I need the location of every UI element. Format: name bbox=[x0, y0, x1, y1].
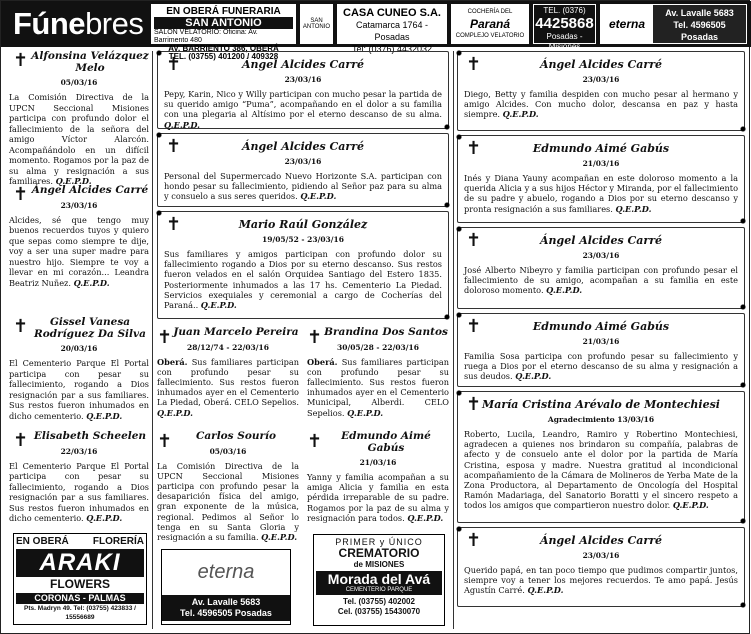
cross-icon: ✝ bbox=[166, 54, 182, 75]
column-divider bbox=[152, 51, 153, 629]
obituary-entry bbox=[157, 327, 299, 431]
text-l4s: CEMENTERIO PARQUE bbox=[345, 587, 413, 593]
column-middle bbox=[157, 51, 449, 323]
text-line3: Tel: (0376) 4432032 bbox=[351, 44, 433, 54]
cross-icon: ✝ bbox=[13, 430, 29, 451]
text-phone: Pts. Madryn 49. Tel: (03755) 423833 / 15556689 bbox=[24, 605, 136, 621]
column-left bbox=[9, 51, 149, 539]
text-line1: TEL. (0376) bbox=[543, 6, 586, 15]
text-address: Av. Lavalle 5683 bbox=[191, 597, 261, 607]
cross-icon: ✝ bbox=[466, 138, 482, 159]
deceased-name: Ángel Alcides Carré bbox=[241, 58, 364, 71]
text-line2: 4425868 bbox=[535, 15, 594, 32]
text-line1: EN OBERÁ FUNERARIA bbox=[166, 6, 281, 17]
cross-icon: ✝ bbox=[307, 327, 323, 348]
text-l3: de MISIONES bbox=[353, 560, 405, 569]
obituary-entry bbox=[9, 431, 149, 535]
qepd-tag: Q.E.P.D. bbox=[200, 300, 237, 311]
obituary-date: 22/03/16 bbox=[60, 446, 98, 456]
subcolumn-right bbox=[307, 327, 449, 542]
text-line5: TEL. (03755) 401200 / 409328 bbox=[168, 52, 279, 61]
obituary-date: 20/03/16 bbox=[60, 344, 98, 353]
column-divider bbox=[453, 51, 454, 629]
text-lead: Oberá. bbox=[307, 356, 338, 367]
eterna-logo: eterna bbox=[608, 17, 646, 31]
obituary-date: Agradecimiento 13/03/16 bbox=[547, 415, 655, 424]
obituary-date: 23/03/16 bbox=[60, 200, 98, 210]
text-line2: SAN ANTONIO bbox=[154, 17, 293, 29]
subcolumn-left bbox=[157, 327, 299, 542]
text-line3: COMPLEJO VELATORIO bbox=[455, 33, 525, 39]
obituary-box bbox=[457, 135, 745, 223]
column-right bbox=[457, 51, 745, 611]
deceased-name: Edmundo Aimé Gabús bbox=[341, 430, 431, 454]
obituary-text: Sus familiares participan con profundo pesar su fallecimiento. Sus restos fueron inhumados ayer en el Cementerio Municipal, Alberdi. CELO Sepelios. bbox=[307, 356, 449, 418]
ad-cocheria-parana bbox=[451, 4, 529, 44]
cross-icon: ✝ bbox=[157, 431, 173, 452]
qepd-tag: Q.E.P.D. bbox=[261, 531, 298, 542]
qepd-tag: Q.E.P.D. bbox=[546, 285, 583, 296]
section-logo bbox=[1, 1, 147, 47]
obituary-entry bbox=[307, 431, 449, 523]
middle-subcolumns bbox=[157, 327, 449, 542]
qepd-tag: Q.E.P.D. bbox=[347, 407, 384, 418]
deceased-name: Ángel Alcides Carré bbox=[539, 534, 662, 547]
cross-icon: ✝ bbox=[466, 316, 482, 337]
text-line1: Av. Lavalle 5683 bbox=[665, 8, 734, 18]
deceased-name: Alfonsina Velázquez Melo bbox=[31, 50, 149, 74]
qepd-tag: Q.E.P.D. bbox=[407, 512, 444, 523]
obituary-text: Familia Sosa participa con profundo pesar su fallecimiento y ruega a Dios por el eterno descanso de su alma y resignación a sus deudos. bbox=[464, 351, 738, 382]
obituary-date: 21/03/16 bbox=[359, 458, 397, 467]
deceased-name: María Cristina Arévalo de Montechiesi bbox=[482, 398, 720, 411]
qepd-tag: Q.E.P.D. bbox=[55, 176, 92, 186]
obituary-box bbox=[457, 227, 745, 309]
cross-icon: ✝ bbox=[13, 316, 29, 337]
deceased-name: Ángel Alcides Carré bbox=[539, 234, 662, 247]
obituary-text: Alcides, sé que tengo muy buenos recuerdos tuyos y quiero que sepas como siempre te dije, voy a ser una super madre para nuestro hijo. Siempre te voy a llevar en mi corazón... Leandra Beatriz Nuñez. bbox=[9, 214, 149, 288]
deceased-name: Brandina Dos Santos bbox=[324, 326, 448, 338]
qepd-tag: Q.E.P.D. bbox=[672, 500, 709, 511]
obituary-date: 23/03/16 bbox=[284, 75, 322, 84]
obituary-text: Roberto, Lucila, Leandro, Ramiro y Robertino Montechiesi, agradecen a quienes nos brindaron su compañía, palabras de afecto y de consuelo ante el dolor por la partida de María Cristina, esposa y madre. Nuestra gratitud al incondicional acompañamiento de la Cámara de Molineros de Yerba Mate de la Zona Productora, al Departamento de Oncología del Hospital Ramón Madariaga, del Sanatorio Boratti y el sincero respeto a todos los amigos que compartieron nuestro dolor. bbox=[464, 429, 738, 511]
text-logo_light: bres bbox=[85, 6, 144, 41]
qepd-tag: Q.E.P.D. bbox=[515, 371, 552, 382]
obituary-date: 19/05/52 - 23/03/16 bbox=[262, 235, 344, 244]
text-lead: Oberá. bbox=[157, 356, 188, 367]
obituary-box bbox=[157, 211, 449, 319]
text-line3: Posadas - Misiones bbox=[546, 32, 583, 51]
deceased-name: Ángel Alcides Carré bbox=[539, 58, 662, 71]
text-line3: Posadas bbox=[680, 32, 719, 42]
text-type: FLORERÍA bbox=[92, 536, 144, 547]
ad-funeraria-san-antonio bbox=[151, 4, 296, 61]
obituary-entry bbox=[9, 50, 149, 186]
ad-casa-cuneo bbox=[337, 4, 447, 54]
ad-san-antonio-emblem bbox=[300, 4, 333, 44]
obituary-date: 23/03/16 bbox=[582, 75, 620, 84]
text-line2: Paraná bbox=[469, 17, 511, 31]
text-l5: Tel. (03755) 402002 bbox=[343, 597, 415, 606]
text-brand: ARAKI bbox=[16, 549, 144, 577]
qepd-tag: Q.E.P.D. bbox=[615, 203, 652, 214]
deceased-name: Gissel Vanesa Rodríguez Da Silva bbox=[34, 316, 146, 340]
text-l6: Cel. (03755) 15430070 bbox=[337, 607, 421, 616]
deceased-name: Carlos Sourío bbox=[196, 430, 276, 442]
qepd-tag: Q.E.P.D. bbox=[157, 407, 193, 418]
obituary-date: 23/03/16 bbox=[284, 157, 322, 166]
ad-floreria-araki bbox=[13, 533, 147, 625]
obituary-text: Inés y Diana Yauny acompañan en este doloroso momento a la querida Alicia y a sus hijos Héctor y Miranda, por el fallecimiento de su padre y abuelo, rogando a Dios por su eterno descanso y pronta resignación a sus familiares. bbox=[464, 173, 738, 214]
obituary-entry bbox=[157, 431, 299, 542]
cross-icon: ✝ bbox=[157, 327, 173, 348]
obituary-text: Personal del Supermercado Nuevo Horizonte S.A. participan con hondo pesar su fallecimiento, pidiendo al Señor paz para su alma y consuelo a sus seres queridos. bbox=[164, 171, 442, 202]
obituary-text: El Cementerio Parque El Portal participa con pesar su fallecimiento, rogando a Dios resignación par a sus familiares. Sus restos fueron inhumados en dicho cementerio. bbox=[9, 358, 149, 421]
obituary-date: 21/03/16 bbox=[582, 159, 620, 168]
obituary-date: 21/03/16 bbox=[582, 337, 620, 346]
header-bar bbox=[1, 1, 751, 61]
obituary-entry bbox=[307, 327, 449, 431]
deceased-name: Juan Marcelo Pereira bbox=[173, 326, 299, 338]
text-line4: AV. BARRIENTO 386, OBERÁ bbox=[168, 44, 279, 53]
ad-crematorio bbox=[313, 534, 445, 626]
obituary-entry bbox=[9, 317, 149, 427]
obituary-box bbox=[457, 391, 745, 523]
obituary-text: Sus familiares y amigos participan con profundo dolor su fallecimiento rogando a Dios por su eterno descanso. Sus restos fueron velados en el salón Orquidea Santiago del Estero 1835. Posteriormente inhumados a las 17 hs. Cementerio La Piedad. Servicios exequiales y ceremonial a cargo de Cocherías del Paraná.. bbox=[164, 249, 442, 311]
deceased-name: Mario Raúl González bbox=[238, 218, 368, 231]
obituary-text: Querido papá, en tan poco tiempo que pudimos compartir juntos, siempre voy a tener los mejores recuerdos. Te amo papá. Jesús Agustín Carré. bbox=[464, 565, 738, 596]
qepd-tag: Q.E.P.D. bbox=[86, 513, 123, 523]
obituary-text: Diego, Betty y familia despiden con mucho pesar al hermano y amigo Alcides. Con mucho dolor, descansa en paz y hasta siempre. bbox=[464, 89, 738, 120]
obituary-text: José Alberto Nibeyro y familia participan con profundo pesar el fallecimiento de su amigo, acompañan a su familia en este doloroso momento. bbox=[464, 265, 738, 296]
cross-icon: ✝ bbox=[466, 530, 482, 551]
qepd-tag: Q.E.P.D. bbox=[300, 191, 337, 202]
obituary-box bbox=[457, 51, 745, 131]
cross-icon: ✝ bbox=[13, 50, 29, 71]
text-line2: Catamarca 1764 - Posadas bbox=[355, 20, 429, 42]
deceased-name: Ángel Alcides Carré bbox=[241, 140, 364, 153]
text-phone: Tel. 4596505 Posadas bbox=[180, 608, 272, 618]
text-items: CORONAS - PALMAS bbox=[16, 593, 144, 604]
obituary-date: 23/03/16 bbox=[582, 251, 620, 260]
text-sub: FLOWERS bbox=[50, 577, 110, 591]
text-line2: Tel. 4596505 bbox=[673, 20, 726, 30]
obituary-text: La Comisión Directiva de la UPCN Seccional Misiones participa con profundo pesar la desaparición física del amigo, gran exponente de la música, regional. Pedimos al Señor lo tenga en su Santa Gloria y resignación a su familia. bbox=[157, 460, 299, 542]
deceased-name: Elisabeth Scheelen bbox=[33, 430, 147, 442]
ad-phone bbox=[533, 4, 596, 51]
deceased-name: Edmundo Aimé Gabús bbox=[532, 320, 670, 333]
qepd-tag: Q.E.P.D. bbox=[164, 119, 200, 130]
deceased-name: Ángel Alcides Carré bbox=[31, 184, 149, 196]
text-l1: PRIMER y ÚNICO bbox=[335, 537, 423, 547]
obituary-text: La Comisión Directiva de la UPCN Seccional Misiones participa con profundo dolor el fallecimiento de la señora del amigo Víctor Alarcón. Acompañándolo en un difícil momento. Rogamos por la paz de su alma y resignación a sus familiares. bbox=[9, 92, 149, 186]
obituary-text: Sus familiares participan con profundo pesar su fallecimiento. Sus restos fueron inhumados ayer en el Cementerio La Piedad, Oberá. CELO Sepelios. bbox=[157, 356, 299, 408]
cross-icon: ✝ bbox=[166, 214, 182, 235]
obituary-date: 05/03/16 bbox=[209, 446, 247, 456]
ad-eterna bbox=[600, 4, 747, 44]
text-city: EN OBERÁ bbox=[16, 536, 69, 547]
cross-icon: ✝ bbox=[307, 431, 323, 452]
obituary-box bbox=[157, 51, 449, 129]
text-line1: COCHERÍA DEL bbox=[467, 9, 513, 15]
text-line1: CASA CUNEO S.A. bbox=[343, 7, 441, 19]
obituary-entry bbox=[9, 185, 149, 313]
obituary-date: 28/12/74 - 22/03/16 bbox=[187, 342, 269, 352]
deceased-name: Edmundo Aimé Gabús bbox=[532, 142, 670, 155]
obituary-date: 05/03/16 bbox=[60, 78, 98, 87]
obituary-box bbox=[457, 313, 745, 387]
cross-icon: ✝ bbox=[166, 136, 182, 157]
obituary-box bbox=[157, 133, 449, 207]
obituary-date: 30/05/28 - 22/03/16 bbox=[337, 342, 419, 352]
eterna-logo: eterna bbox=[197, 561, 255, 583]
qepd-tag: Q.E.P.D. bbox=[73, 277, 110, 288]
obituary-date: 23/03/16 bbox=[582, 551, 620, 560]
cross-icon: ✝ bbox=[13, 184, 29, 205]
qepd-tag: Q.E.P.D. bbox=[502, 109, 539, 120]
qepd-tag: Q.E.P.D. bbox=[527, 585, 564, 596]
obituary-text: El Cementerio Parque El Portal participa con pesar su fallecimiento, rogando a Dios resignación par a sus familiares. Sus restos fueron inhumados en dicho cementerio. bbox=[9, 460, 149, 523]
text-logo_bold: Fúne bbox=[13, 6, 86, 41]
obituary-box bbox=[457, 527, 745, 607]
cross-icon: ✝ bbox=[466, 230, 482, 251]
ad-eterna-bottom bbox=[161, 549, 291, 625]
obituary-text: Pepy, Karin, Nico y Willy participan con mucho pesar la partida de su querido amigo “Puma”, acompañando en el dolor a su familia con una plegaria al Altísimo por el eterno descanso de su alma. bbox=[164, 89, 442, 120]
obituary-text: Yanny y familia acompañan a su amiga Alicia y familia en esta pérdida irreparable de su padre. Rogamos por la paz de su alma y resignación para todos. bbox=[307, 472, 449, 523]
cross-icon: ✝ bbox=[466, 394, 482, 415]
cross-icon: ✝ bbox=[466, 54, 482, 75]
text-l2: CREMATORIO bbox=[338, 546, 420, 560]
qepd-tag: Q.E.P.D. bbox=[86, 410, 123, 421]
text-l4: Morada del Avá bbox=[327, 571, 431, 587]
text-ad2: SAN ANTONIO bbox=[302, 18, 331, 30]
text-line3: SALÓN VELATORIO: Oficina: Av. Barrimento 480 bbox=[154, 29, 258, 44]
